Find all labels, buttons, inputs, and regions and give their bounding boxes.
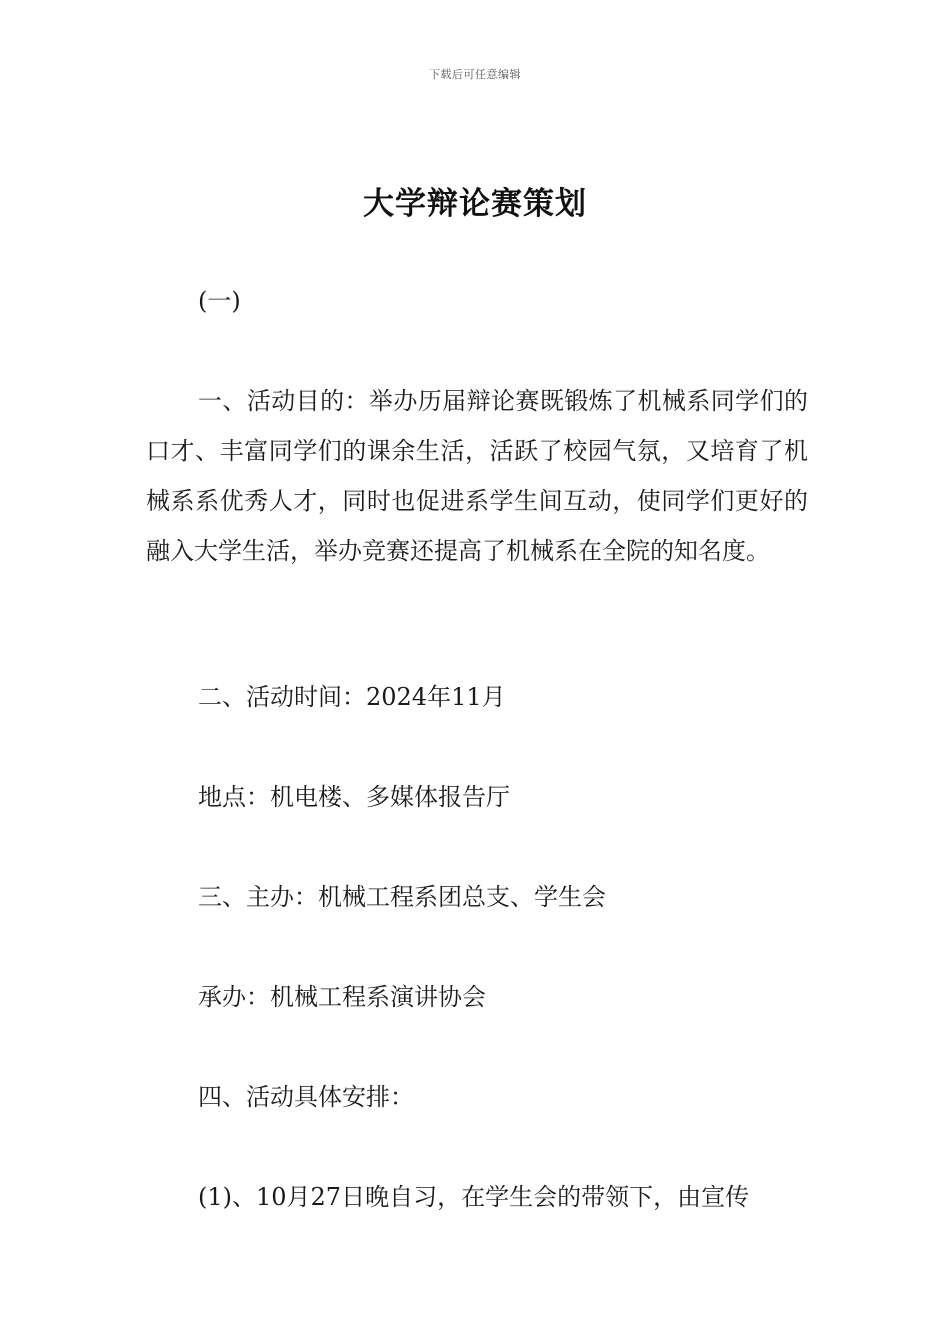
paragraph-host: 三、主办：机械工程系团总支、学生会	[198, 883, 606, 911]
document-title: 大学辩论赛策划	[363, 186, 587, 222]
paragraph-time: 二、活动时间：2024年11月	[198, 683, 506, 711]
paragraph-schedule-heading: 四、活动具体安排：	[198, 1083, 414, 1111]
section-marker: (一)	[198, 287, 241, 315]
header-note: 下载后可任意编辑	[429, 68, 521, 81]
paragraph-purpose: 一、活动目的：举办历届辩论赛既锻炼了机械系同学们的口才、丰富同学们的课余生活，活跃了校园气氛，又培育了机械系系优秀人才，同时也促进系学生间互动，使同学们更好的融入大学生活，举办竞赛还提高了机械系在全院的知名度。	[146, 387, 808, 565]
paragraph-location: 地点：机电楼、多媒体报告厅	[198, 783, 510, 811]
paragraph-organizer: 承办：机械工程系演讲协会	[198, 983, 486, 1011]
paragraph-schedule-item-1: (1)、10月27日晚自习，在学生会的带领下，由宣传	[198, 1183, 750, 1211]
